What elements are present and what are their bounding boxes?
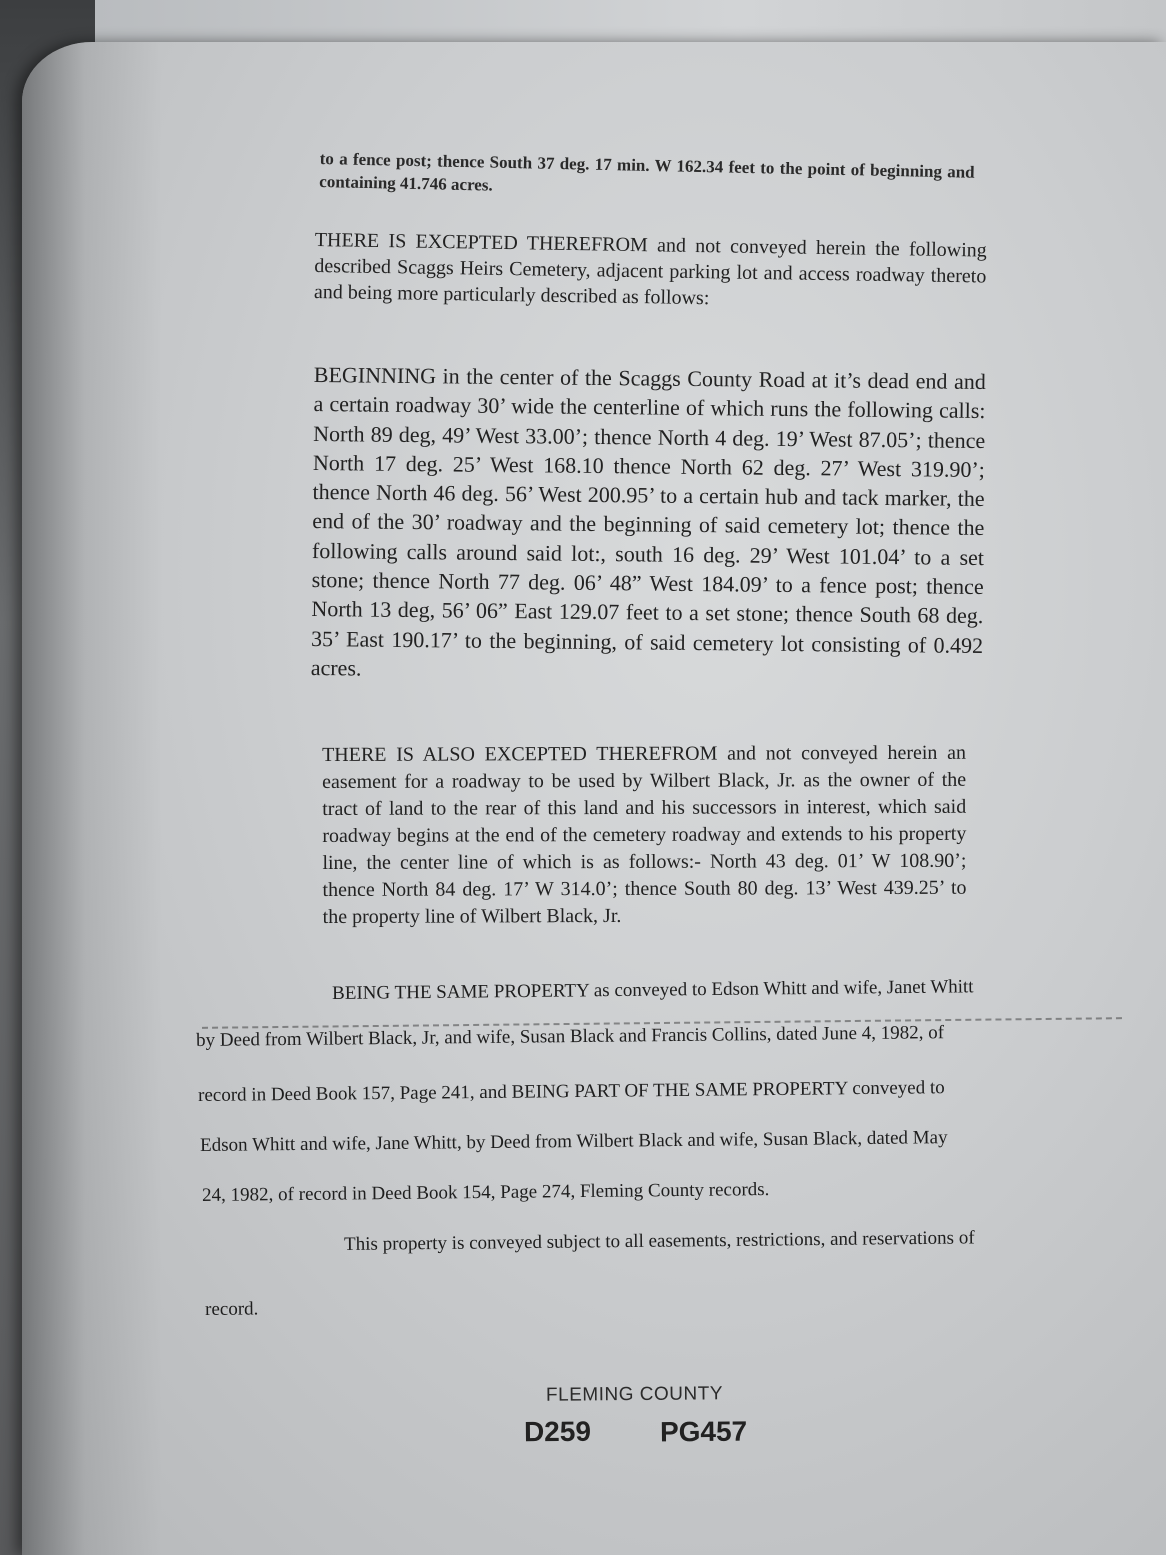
easement-exception-paragraph: THERE IS ALSO EXCEPTED THEREFROM and not conveyed herein an easement for a roadway to be used by Wilbert Black, Jr. as the owner of the tract of land to the rear of this land and his successors in interest, which said roadway begins at the end of the cemetery roadway and extends to his property line, the center line of which is as follows:- North 43 deg. 01’ W 108.90’; thence North 84 deg. 17’ W 314.0’; thence South 80 deg. 13’ West 439.25’ to the property line of Wilbert Black, Jr. [322, 741, 967, 928]
recording-stamp-county: FLEMING COUNTY [545, 1383, 724, 1406]
deed-page [22, 42, 1166, 1555]
source-deed-line-2: by Deed from Wilbert Black, Jr, and wife, Susan Black and Francis Collins, dated June 4, 1982, of [196, 1022, 945, 1051]
source-deed-line-4: Edson Whitt and wife, Jane Whitt, by Deed from Wilbert Black and wife, Susan Black, dated May [200, 1127, 948, 1156]
source-deed-line-3: record in Deed Book 157, Page 241, and BEING PART OF THE SAME PROPERTY conveyed to [198, 1077, 945, 1106]
source-deed-line-1: BEING THE SAME PROPERTY as conveyed to Edson Whitt and wife, Janet Whitt [332, 976, 974, 1004]
recording-stamp-page: PG457 [659, 1415, 748, 1448]
subject-to-line-2: record. [205, 1298, 259, 1320]
subject-to-line-1: This property is conveyed subject to all easements, restrictions, and reservations of [344, 1227, 975, 1255]
cemetery-description-paragraph: BEGINNING in the center of the Scaggs County Road at it’s dead end and a certain roadway 30’ wide the centerline of which runs the following calls: North 89 deg, 49’ West 33.00’; thence North 4 deg. 19’ West 87.05’; thence North 17 deg. 25’ West 168.10 thence North 62 deg. 27’ West 319.90’; thence North 46 deg. 56’ West 200.95’ to a certain hub and tack marker, the end of the 30’ roadway and the beginning of said cemetery lot; thence the following calls around said lot:, south 16 deg. 29’ West 101.04’ to a set stone; thence North 77 deg. 06’ 48” West 184.09’ to a fence post; thence North 13 deg, 56’ 06” East 129.07 feet to a set stone; thence South 68 deg. 35’ East 190.17’ to the beginning, of said cemetery lot consisting of 0.492 acres. [310, 361, 986, 681]
closing-call-paragraph: to a fence post; thence South 37 deg. 17 min. W 162.34 feet to the point of beginning and containing 41.746 acres. [319, 148, 975, 195]
source-deed-line-5: 24, 1982, of record in Deed Book 154, Page 274, Fleming County records. [202, 1179, 770, 1206]
recording-stamp-deed-book: D259 [523, 1415, 592, 1448]
cemetery-exception-intro: THERE IS EXCEPTED THEREFROM and not conveyed herein the following described Scaggs Heirs Cemetery, adjacent parking lot and access roadway thereto and being more particularly described as follows: [313, 228, 987, 310]
